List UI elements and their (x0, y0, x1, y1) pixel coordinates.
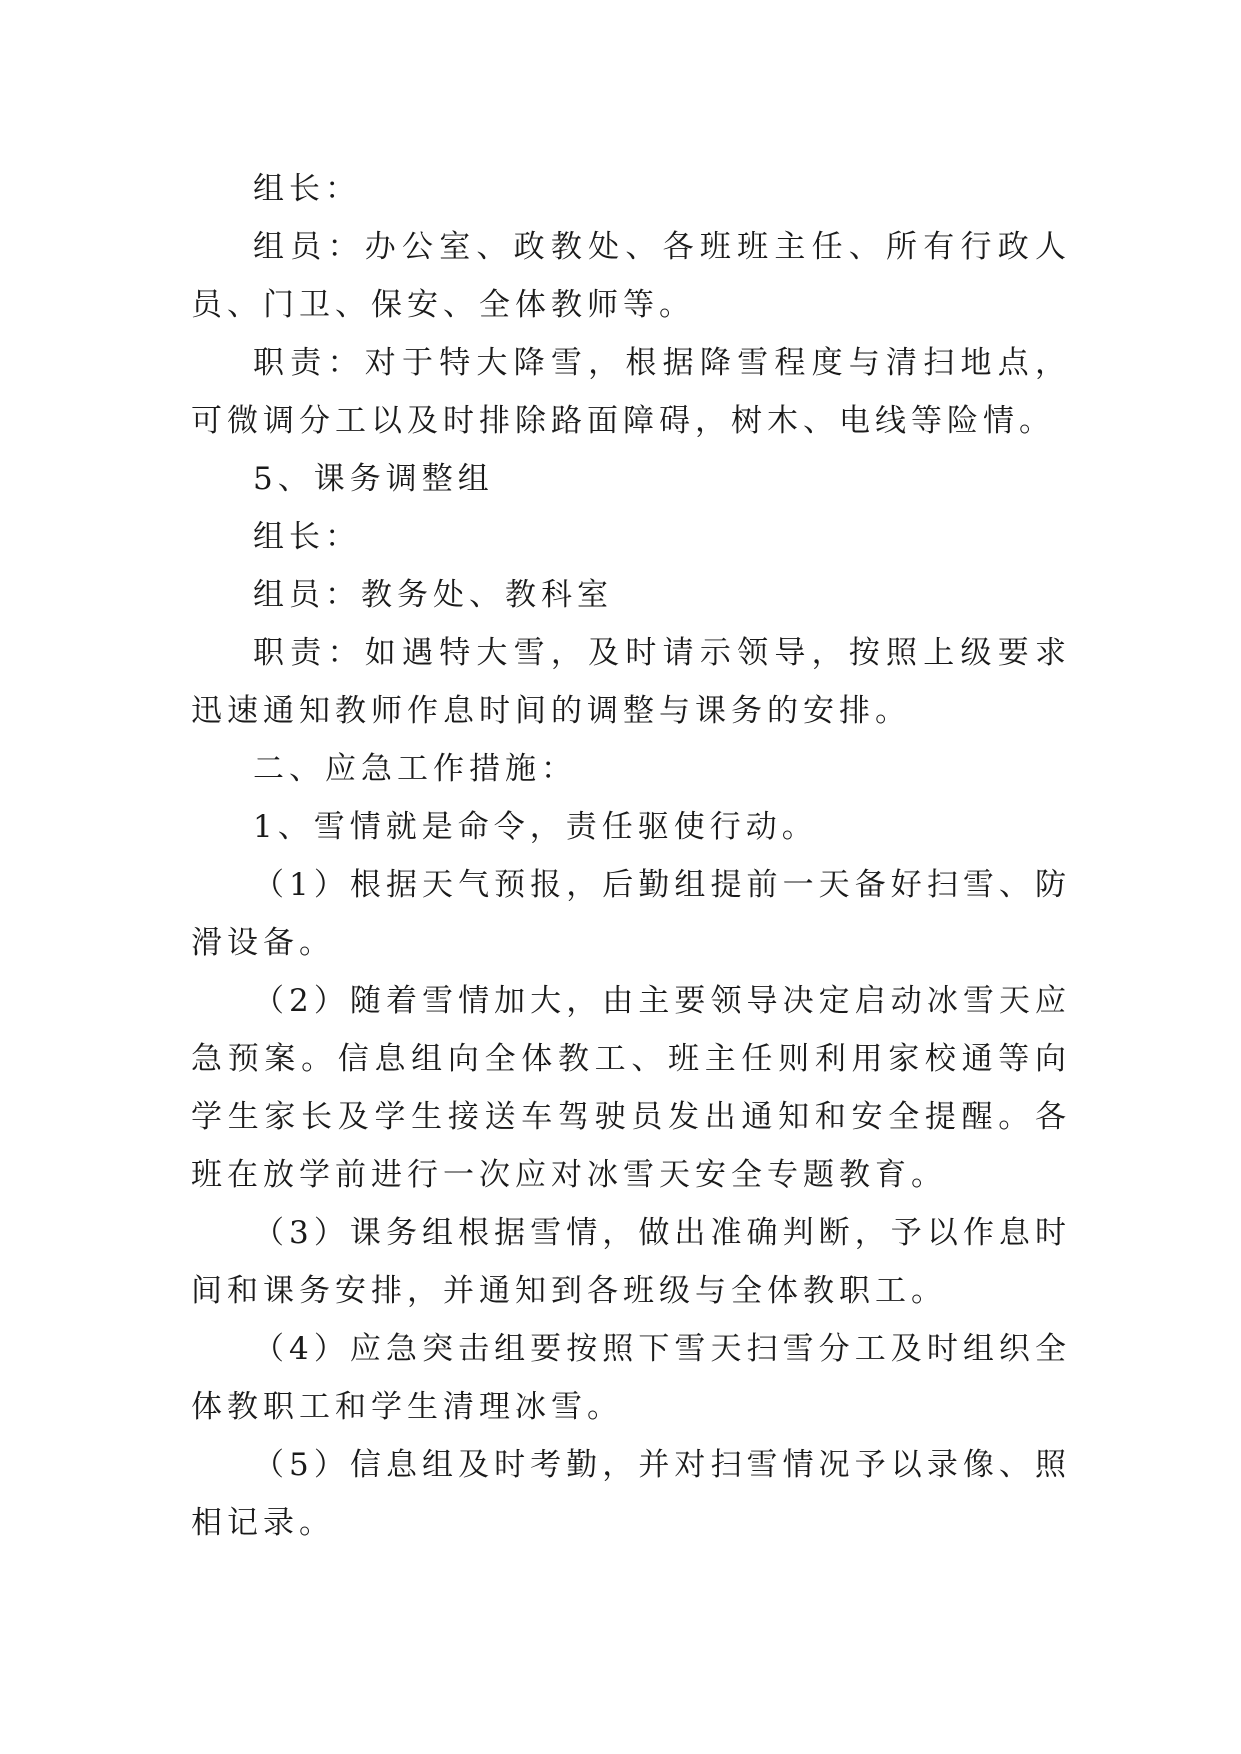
paragraph-duties-2: 职责：如遇特大雪，及时请示领导，按照上级要求迅速通知教师作息时间的调整与课务的安排。 (191, 635, 1071, 729)
paragraph-group-leader-2: 组长： (253, 519, 361, 555)
paragraph-duties: 职责：对于特大降雪，根据降雪程度与清扫地点，可微调分工以及时排除路面障碍，树木、电线等险情。 (191, 345, 1071, 439)
section-heading-course-adjustment: 5、课务调整组 (253, 461, 494, 497)
list-item-2: （2）随着雪情加大，由主要领导决定启动冰雪天应急预案。信息组向全体教工、班主任则利用家校通等向学生家长及学生接送车驾驶员发出通知和安全提醒。各班在放学前进行一次应对冰雪天安全专题教育。 (191, 983, 1071, 1193)
paragraph-group-leader: 组长： (253, 171, 361, 207)
list-item-5: （5）信息组及时考勤，并对扫雪情况予以录像、照相记录。 (191, 1447, 1071, 1541)
list-item-1: （1）根据天气预报，后勤组提前一天备好扫雪、防滑设备。 (191, 867, 1071, 961)
paragraph-group-members: 组员：办公室、政教处、各班班主任、所有行政人员、门卫、保安、全体教师等。 (191, 229, 1071, 323)
paragraph-group-members-2: 组员：教务处、教科室 (253, 577, 613, 613)
section-heading-emergency-measures: 二、应急工作措施： (253, 751, 577, 787)
document-body (191, 160, 1071, 1552)
list-item-4: （4）应急突击组要按照下雪天扫雪分工及时组织全体教职工和学生清理冰雪。 (191, 1331, 1071, 1425)
section-heading-snow-command: 1、雪情就是命令，责任驱使行动。 (253, 809, 818, 845)
list-item-3: （3）课务组根据雪情，做出准确判断，予以作息时间和课务安排，并通知到各班级与全体教职工。 (191, 1215, 1071, 1309)
